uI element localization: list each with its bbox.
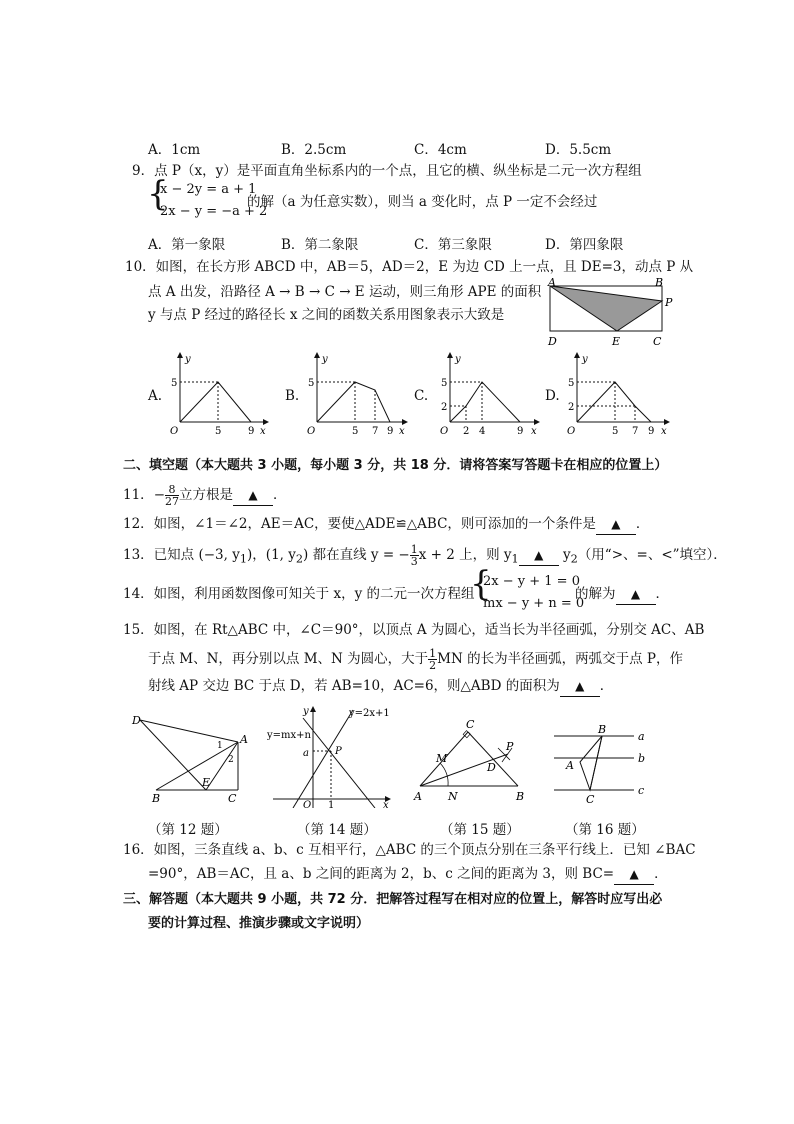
q16-line2 bbox=[148, 864, 668, 885]
triangle-ape bbox=[550, 286, 662, 331]
label-n: N bbox=[448, 790, 458, 803]
q16-answer-blank[interactable]: ▲ bbox=[614, 864, 654, 885]
label-a: A bbox=[566, 759, 574, 772]
q11-answer-blank[interactable]: ▲ bbox=[233, 485, 273, 506]
q8-option-c: C．4cm bbox=[414, 142, 467, 158]
graph-d bbox=[562, 352, 672, 437]
q15-line2 bbox=[148, 648, 683, 671]
q14-eq1: 2x − y + 1 = 0 bbox=[483, 574, 580, 589]
graph-line bbox=[450, 382, 520, 422]
q9-eq1: x − 2y = a + 1 bbox=[160, 182, 257, 197]
q10-rectangle-figure bbox=[540, 276, 680, 348]
q14-answer-blank[interactable]: ▲ bbox=[616, 584, 656, 605]
caption-fig14: （第 14 题） bbox=[297, 822, 377, 838]
xtick: 9 bbox=[387, 426, 394, 437]
q14-after-text: 的解为 bbox=[575, 586, 616, 602]
label-e: E bbox=[202, 776, 211, 789]
graph-line bbox=[577, 382, 651, 422]
q11-end: ． bbox=[273, 487, 287, 503]
q15-line2b: MN 的长为半径画弧，两弧交于点 P，作 bbox=[437, 651, 683, 667]
label-a: A bbox=[240, 733, 248, 746]
label-angle-1: 1 bbox=[217, 741, 223, 751]
label-e: E bbox=[612, 335, 621, 348]
y-label: y bbox=[322, 354, 328, 365]
q14-end: ． bbox=[655, 586, 669, 602]
graph-c bbox=[430, 352, 542, 437]
graph-a bbox=[165, 352, 270, 437]
xtick: 9 bbox=[248, 426, 255, 437]
q16-end: ． bbox=[654, 866, 668, 882]
q11-fraction bbox=[165, 484, 179, 507]
xtick: 7 bbox=[372, 426, 379, 437]
q15-line3-text: 射线 AP 交边 BC 于点 D，若 AB=10，AC=6，则△ABD 的面积为 bbox=[148, 678, 560, 694]
q13-part: x + 2 上，则 y bbox=[418, 547, 512, 563]
q14-text: 14．如图，利用函数图像可知关于 x，y 的二元一次方程组 bbox=[123, 586, 475, 602]
label-c: C bbox=[586, 793, 595, 806]
q13-sub: 2 bbox=[570, 552, 578, 566]
q13-part: 13．已知点 (−3, y bbox=[123, 547, 240, 563]
x-label: x bbox=[260, 426, 266, 437]
q13-num: 1 bbox=[410, 543, 418, 556]
line-ab bbox=[156, 742, 238, 790]
figure-15 bbox=[410, 718, 540, 808]
label-p: P bbox=[506, 740, 514, 753]
xtick: 7 bbox=[632, 426, 639, 437]
xtick: 5 bbox=[352, 426, 359, 437]
origin-label: O bbox=[567, 426, 576, 437]
graph-d-label: D. bbox=[545, 388, 560, 404]
x-label: x bbox=[661, 426, 667, 437]
ytick: 5 bbox=[568, 378, 575, 389]
label-c: C bbox=[466, 718, 475, 731]
q13-answer-blank[interactable]: ▲ bbox=[519, 545, 559, 566]
q12-answer-blank[interactable]: ▲ bbox=[596, 514, 636, 535]
q11-num: 8 bbox=[165, 484, 179, 496]
graph-b-label: B. bbox=[285, 388, 300, 404]
caption-fig12: （第 12 题） bbox=[148, 822, 228, 838]
origin-label: O bbox=[440, 426, 449, 437]
xtick: 4 bbox=[479, 426, 486, 437]
q9-brace: { bbox=[147, 174, 169, 214]
label-d: D bbox=[548, 335, 557, 348]
q9-option-c: C．第三象限 bbox=[414, 237, 492, 253]
q15-fraction bbox=[428, 648, 437, 671]
y-arrow bbox=[574, 352, 580, 358]
q13-part: ) 都在直线 y = − bbox=[303, 547, 410, 563]
xtick: 5 bbox=[215, 426, 222, 437]
line-da bbox=[140, 720, 238, 742]
q13-sub: 1 bbox=[511, 552, 519, 566]
label-b: B bbox=[598, 723, 607, 736]
q11-den: 27 bbox=[165, 495, 179, 508]
question-13 bbox=[123, 544, 727, 570]
q15-num: 1 bbox=[429, 647, 437, 660]
label-a: a bbox=[303, 748, 309, 759]
ytick: 2 bbox=[441, 402, 448, 413]
x-arrow bbox=[534, 419, 540, 425]
label-angle-2: 2 bbox=[228, 755, 234, 765]
arc-mn bbox=[440, 763, 448, 786]
graph-line bbox=[180, 382, 251, 422]
q9-line1: 9．点 P（x，y）是平面直角坐标系内的一个点，且它的横、纵坐标是二元一次方程组 bbox=[132, 163, 642, 179]
q13-den: 3 bbox=[410, 555, 418, 568]
question-11 bbox=[123, 484, 287, 507]
xtick: 9 bbox=[517, 426, 524, 437]
xtick-1: 1 bbox=[328, 800, 335, 808]
section-2-heading: 二、填空题（本大题共 3 小题，每小题 3 分，共 18 分．请将答案写答题卡在相应的位置上） bbox=[123, 458, 668, 473]
line-label-2: y=mx+n bbox=[267, 730, 311, 741]
origin-label: O bbox=[307, 426, 316, 437]
q16-line1: 16．如图，三条直线 a、b、c 互相平行，△ABC 的三个顶点分别在三条平行线上．已知 ∠BAC bbox=[123, 842, 696, 858]
label-d: D bbox=[132, 714, 141, 727]
q11-number: 11． bbox=[123, 487, 154, 503]
q9-eq2: 2x − y = −a + 2 bbox=[160, 204, 268, 219]
figure-14 bbox=[265, 704, 395, 808]
q16-line2-text: =90°，AB＝AC，且 a、b 之间的距离为 2，b、c 之间的距离为 3，则 BC= bbox=[148, 866, 615, 882]
y-arrow bbox=[314, 352, 320, 358]
section-3-heading-line1: 三、解答题（本大题共 9 小题，共 72 分．把解答过程写在相对应的位置上，解答时应写出必 bbox=[123, 892, 663, 907]
q15-line3 bbox=[148, 676, 613, 697]
q13-part: （用“>、=、<”填空）． bbox=[577, 547, 727, 563]
label-d: D bbox=[487, 761, 496, 774]
label-m: M bbox=[436, 752, 448, 765]
q11-text: 立方根是 bbox=[179, 487, 233, 503]
xtick: 2 bbox=[463, 426, 470, 437]
ytick: 5 bbox=[441, 378, 448, 389]
label-a: A bbox=[414, 790, 422, 803]
y-label: y bbox=[185, 354, 191, 365]
graph-c-label: C. bbox=[414, 388, 429, 404]
q9-option-a: A．第一象限 bbox=[148, 237, 226, 253]
q13-part: y bbox=[558, 547, 571, 563]
label-p: P bbox=[335, 746, 342, 757]
x-arrow bbox=[402, 419, 408, 425]
label-b: B bbox=[655, 276, 664, 289]
label-line-a: a bbox=[638, 730, 645, 743]
x-label: x bbox=[399, 426, 405, 437]
x-arrow bbox=[263, 419, 269, 425]
y-arrow bbox=[310, 706, 316, 712]
q15-answer-blank[interactable]: ▲ bbox=[560, 676, 600, 697]
y-label: y bbox=[303, 706, 309, 717]
ytick: 5 bbox=[171, 378, 178, 389]
figure-16 bbox=[552, 722, 652, 808]
triangle-abc bbox=[580, 736, 602, 790]
q14-after bbox=[575, 584, 669, 605]
q15-line2a: 于点 M、N，再分别以点 M、N 为圆心，大于 bbox=[148, 651, 429, 667]
line-bc bbox=[590, 736, 602, 790]
q9-option-d: D．第四象限 bbox=[545, 237, 624, 253]
q9-option-b: B．第二象限 bbox=[281, 237, 359, 253]
q13-sub: 2 bbox=[295, 552, 304, 566]
q8-option-d: D．5.5cm bbox=[545, 142, 612, 158]
xtick: 9 bbox=[648, 426, 655, 437]
q10-line2: 点 A 出发，沿路径 A → B → C → E 运动，则三角形 APE 的面积 bbox=[148, 284, 542, 300]
q10-line1: 10．如图，在长方形 ABCD 中，AB＝5，AD＝2，E 为边 CD 上一点，且 DE=3，动点 P 从 bbox=[125, 259, 694, 275]
q14-brace: { bbox=[470, 564, 492, 604]
q11-neg: − bbox=[153, 487, 165, 503]
q12-end: ． bbox=[635, 516, 650, 532]
ytick: 5 bbox=[308, 378, 315, 389]
y-arrow bbox=[447, 352, 453, 358]
graph-b bbox=[302, 352, 410, 437]
y-arrow bbox=[177, 352, 183, 358]
q15-den: 2 bbox=[429, 659, 437, 672]
line-mx-plus-n bbox=[303, 718, 375, 808]
q9-line2: 的解（a 为任意实数），则当 a 变化时，点 P 一定不会经过 bbox=[247, 194, 598, 210]
q13-sub: 1 bbox=[239, 552, 248, 566]
q14-eq2: mx − y + n = 0 bbox=[483, 596, 585, 611]
label-b: B bbox=[152, 792, 161, 804]
y-label: y bbox=[455, 354, 461, 365]
q12-text: 12．如图，∠1＝∠2，AE＝AC，要使△ADE≌△ABC，则可添加的一个条件是 bbox=[123, 516, 596, 532]
origin-label: O bbox=[303, 800, 312, 808]
line-label-1: y=2x+1 bbox=[349, 708, 390, 719]
label-line-b: b bbox=[638, 752, 646, 765]
x-label: x bbox=[531, 426, 537, 437]
label-a: A bbox=[548, 276, 556, 289]
label-line-c: c bbox=[638, 784, 645, 797]
q13-fraction bbox=[410, 544, 419, 567]
x-label: x bbox=[383, 800, 389, 808]
xtick: 5 bbox=[612, 426, 619, 437]
label-p: P bbox=[665, 296, 673, 309]
graph-a-label: A. bbox=[148, 388, 163, 404]
label-c: C bbox=[228, 792, 237, 804]
q10-line3: y 与点 P 经过的路径长 x 之间的函数关系用图象表示大致是 bbox=[148, 307, 505, 323]
label-b: B bbox=[516, 790, 525, 803]
caption-fig15: （第 15 题） bbox=[440, 822, 520, 838]
label-c: C bbox=[653, 335, 662, 348]
y-label: y bbox=[582, 354, 588, 365]
ytick: 2 bbox=[568, 402, 575, 413]
q8-option-b: B．2.5cm bbox=[281, 142, 347, 158]
graph-line bbox=[317, 382, 390, 422]
x-arrow bbox=[664, 419, 670, 425]
q15-end: ． bbox=[599, 678, 614, 694]
q8-option-a: A．1cm bbox=[148, 142, 201, 158]
origin-label: O bbox=[170, 426, 179, 437]
caption-fig16: （第 16 题） bbox=[565, 822, 645, 838]
q15-line1: 15．如图，在 Rt△ABC 中，∠C＝90°，以顶点 A 为圆心，适当长为半径画弧，分别交 AC、AB bbox=[123, 622, 705, 638]
q13-part: )，(1, y bbox=[247, 547, 296, 563]
section-3-heading-line2: 要的计算过程、推演步骤或文字说明） bbox=[148, 916, 370, 931]
figure-12 bbox=[128, 712, 252, 804]
question-12 bbox=[123, 514, 649, 535]
line-y-2x-plus-1 bbox=[293, 710, 353, 808]
